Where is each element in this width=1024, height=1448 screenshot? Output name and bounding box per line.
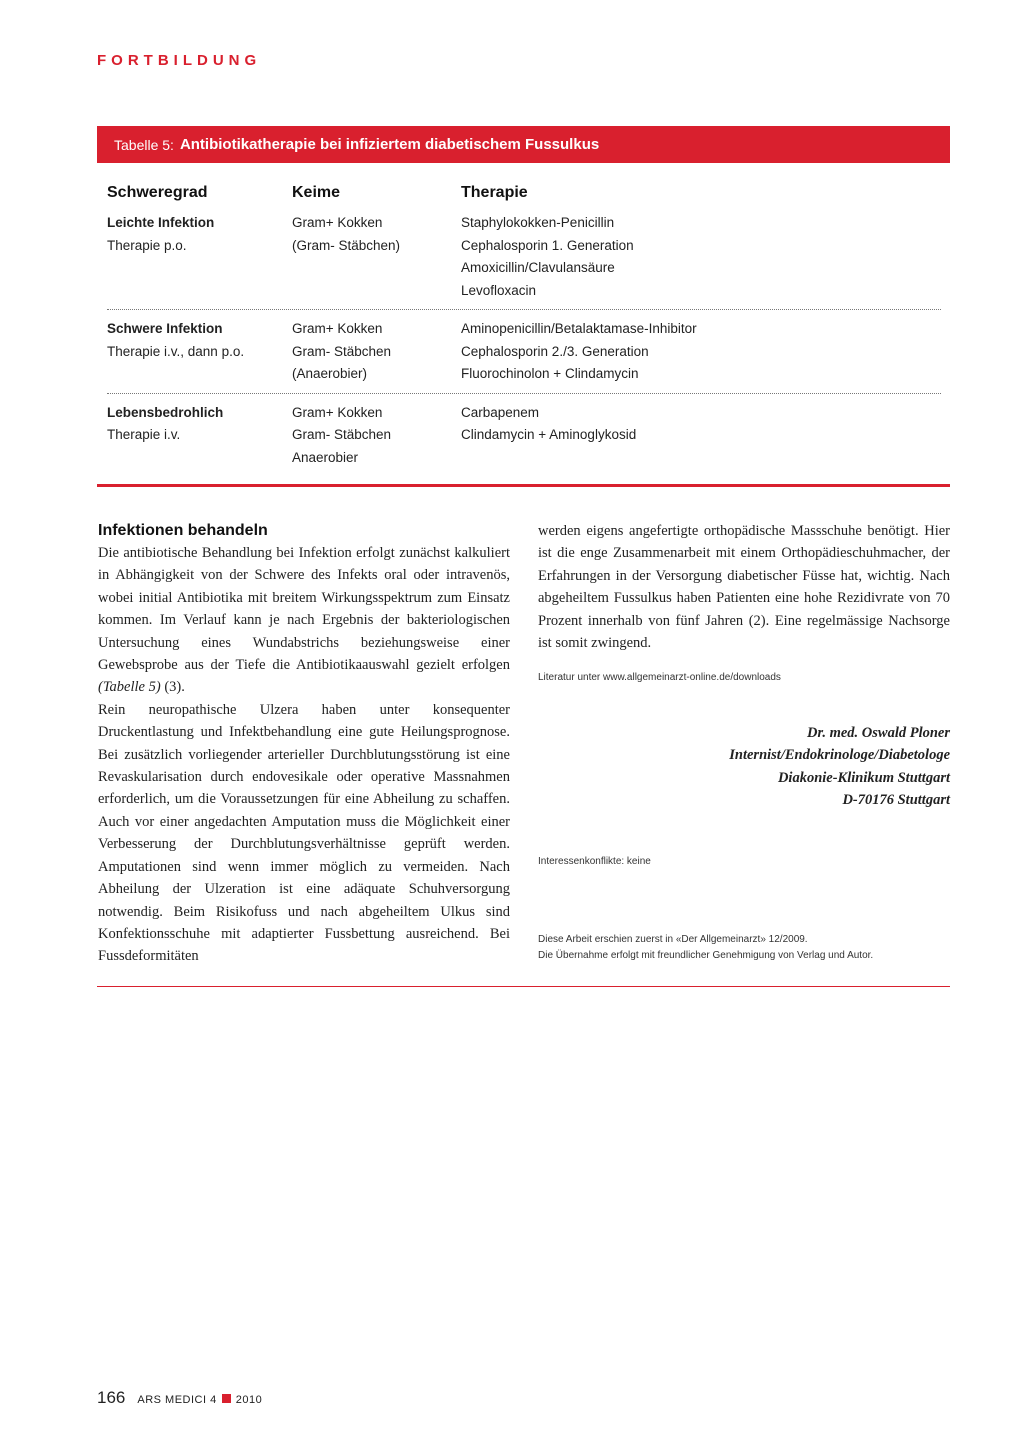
germs-cell (292, 212, 461, 302)
germ-item: Gram+ Kokken (292, 215, 383, 230)
germ-item: Gram- Stäbchen (292, 343, 392, 359)
paragraph-text: Die antibiotische Behandlung bei Infektion erfolgt zunächst kalkuliert in Abhängigkeit von der Schwere des Infekts oral oder intravenös, wobei initial Antibiotika mit breitem Wirkungsspektrum zum Einsatz kommen. Im Verlauf kann je nach Ergebnis der bakteriologischen Untersuchung eines Wundabstrichs beziehungsweise einer Gewebsprobe aus der Tiefe die Antibiotikaauswahl gezielt erfolgen (98, 545, 510, 674)
article-paragraph (98, 542, 510, 699)
article-paragraph: Rein neuropathische Ulzera haben unter konsequenter Druckentlastung und Infektbehandlung eine gute Heilungsprognose. Bei zusätzlich vorliegender arterieller Durchblutungsstörung ist eine Revaskularisation durch endovesikale oder operative Massnahmen erforderlich, um die Voraussetzungen für eine Abheilung zu schaffen. Auch vor einer angedachten Amputation muss die Möglichkeit einer Verbesserung der Durchblutungsverhältnisse geprüft werden. Amputationen sind wenn immer möglich zu vermeiden. Nach Abheilung der Ulzeration ist eine adäquate Schuhversorgung notwendig. Beim Risikofuss und nach abgeheiltem Ulkus sind Konfektionsschuhe mit adaptierter Fussbettung ausreichend. Bei Fussdeformitäten (98, 701, 510, 965)
therapy-item: Aminopenicillin/Betalaktamase-Inhibitor (461, 321, 697, 336)
article-heading: Infektionen behandeln (98, 522, 268, 539)
header-germs: Keime (292, 184, 341, 201)
header-therapy: Therapie (461, 184, 528, 201)
severity-label: Leichte Infektion (107, 215, 215, 230)
page-footer (97, 1388, 262, 1410)
author-city: D-70176 Stuttgart (842, 792, 950, 809)
therapy-cell (461, 402, 941, 470)
therapy-item: Carbapenem (461, 404, 540, 420)
row-divider (107, 309, 941, 310)
severity-route: Therapie i.v., dann p.o. (107, 343, 245, 359)
origin-line: Die Übernahme erfolgt mit freundlicher Genehmigung von Verlag und Autor. (538, 950, 874, 961)
table-prefix: Tabelle 5: (114, 136, 174, 153)
author-clinic: Diakonie-Klinikum Stuttgart (777, 769, 950, 786)
table-title: Antibiotikatherapie bei infiziertem diabetischem Fussulkus (179, 136, 600, 153)
article-paragraph: werden eigens angefertigte orthopädische Massschuhe benötigt. Hier ist die enge Zusammenarbeit mit einem Orthopädieschuhmacher, der Erfahrungen in der Versorgung diabetischer Füsse hat, wichtig. Nach abgeheiltem Fussulkus haben Patienten eine hohe Rezidivrate von 70 Prozent innerhalb von fünf Jahren (2). Eine regelmässige Nachsorge ist somit zwingend. (538, 523, 950, 652)
paragraph-text: (3). (160, 679, 185, 696)
severity-cell (107, 402, 292, 470)
author-block (729, 722, 950, 812)
origin-line: Diese Arbeit erschien zuerst in «Der Allgemeinarzt» 12/2009. (538, 934, 808, 945)
table-reference: (Tabelle 5) (98, 679, 161, 696)
severity-route: Therapie p.o. (107, 237, 187, 253)
journal-year: 2010 (235, 1394, 263, 1406)
germ-item: Gram- Stäbchen (292, 427, 392, 442)
germ-item: (Gram- Stäbchen) (292, 237, 401, 253)
germ-item: Gram+ Kokken (292, 321, 383, 336)
table-column-headers (107, 178, 941, 208)
therapy-item: Amoxicillin/Clavulansäure (461, 260, 615, 275)
therapy-cell (461, 318, 941, 386)
page-number: 166 (97, 1388, 126, 1407)
germ-item: (Anaerobier) (292, 366, 368, 381)
severity-route: Therapie i.v. (107, 427, 181, 442)
germs-cell (292, 318, 461, 386)
literature-note: Literatur unter www.allgemeinarzt-online.de/downloads (538, 672, 781, 684)
author-role: Internist/Endokrinologe/Diabetologe (729, 747, 950, 764)
severity-cell (107, 318, 292, 386)
severity-label: Schwere Infektion (107, 321, 223, 336)
therapy-item: Staphylokokken-Penicillin (461, 215, 615, 230)
therapy-table (107, 178, 941, 472)
severity-cell (107, 212, 292, 302)
therapy-item: Cephalosporin 1. Generation (461, 237, 634, 253)
header-severity: Schweregrad (107, 184, 208, 201)
therapy-item: Cephalosporin 2./3. Generation (461, 343, 649, 359)
therapy-item: Clindamycin + Aminoglykosid (461, 427, 637, 442)
therapy-item: Levofloxacin (461, 282, 537, 298)
article-bottom-rule (97, 986, 950, 987)
table-row (107, 398, 941, 473)
severity-label: Lebensbedrohlich (107, 404, 224, 420)
therapy-cell (461, 212, 941, 302)
germ-item: Gram+ Kokken (292, 404, 383, 420)
article-left-column (98, 520, 510, 968)
row-divider (107, 393, 941, 394)
table-header (97, 126, 950, 163)
table-row (107, 314, 941, 389)
author-name: Dr. med. Oswald Ploner (807, 725, 950, 741)
section-label: FORTBILDUNG (97, 52, 262, 69)
germs-cell (292, 402, 461, 470)
conflicts-note: Interessenkonflikte: keine (538, 856, 651, 867)
article-right-column (538, 520, 950, 686)
germ-item: Anaerobier (292, 449, 359, 465)
journal-name: ARS MEDICI 4 (137, 1394, 217, 1406)
therapy-item: Fluorochinolon + Clindamycin (461, 366, 639, 381)
origin-note (538, 932, 873, 964)
table-row (107, 208, 941, 305)
red-square-icon (222, 1394, 231, 1403)
table-bottom-rule (97, 484, 950, 487)
